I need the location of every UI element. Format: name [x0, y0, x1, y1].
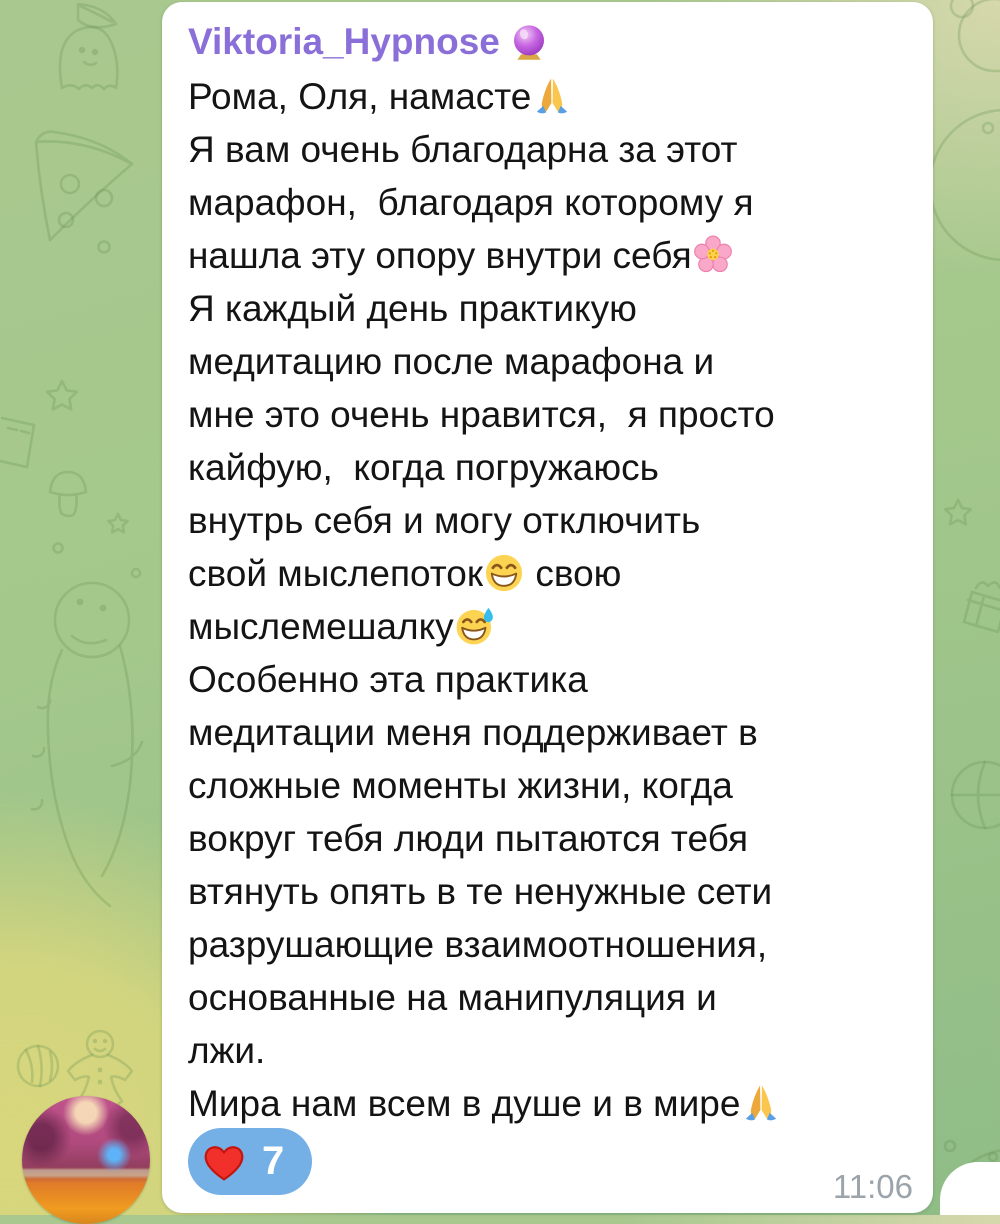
heart-reaction-button[interactable] — [188, 1128, 312, 1195]
leaf-doodle — [78, 4, 116, 27]
beaming-face-icon — [483, 552, 525, 594]
message-line: Мира нам всем в душе и в мире — [188, 1077, 909, 1130]
message-line: свой мыслепоток свою — [188, 553, 622, 594]
popcorn-doodle — [0, 418, 34, 467]
message-line: сложные моменты жизни, когда — [188, 765, 733, 806]
message-text — [188, 70, 909, 1130]
reaction-count: 7 — [262, 1139, 285, 1183]
folded-hands-icon — [740, 1082, 782, 1124]
message-line: лжи. — [188, 1030, 266, 1071]
message-line: внутрь себя и могу отключить — [188, 500, 701, 541]
dot-doodle — [99, 242, 110, 253]
message-line: втянуть опять в те ненужные сети — [188, 871, 773, 912]
message-line: кайфую, когда погружаюсь — [188, 447, 659, 488]
author-name: Viktoria_Hypnose — [188, 21, 500, 62]
pizza-doodle — [36, 132, 132, 240]
message-line: мыслемешалку — [188, 600, 909, 653]
message-line: мне это очень нравится, я просто — [188, 394, 775, 435]
teddy-doodle — [959, 0, 1000, 71]
message-line: основанные на манипуляция и — [188, 977, 717, 1018]
message-bubble[interactable] — [162, 2, 933, 1213]
message-time: 11:06 — [832, 1168, 913, 1205]
message-line: Я вам очень благодарна за этот — [188, 129, 738, 170]
message-line: медитации меня поддерживает в — [188, 712, 758, 753]
star-doodle — [945, 500, 971, 524]
message-author[interactable] — [188, 14, 909, 70]
avatar[interactable] — [22, 1096, 150, 1224]
acorn-doodle — [50, 472, 86, 516]
message-line: марафон, благодаря которому я — [188, 182, 754, 223]
dino-doodle — [55, 583, 129, 657]
message-line: Я каждый день практикую — [188, 288, 637, 329]
gingerbread-doodle — [87, 1031, 113, 1057]
red-heart-icon — [199, 1137, 249, 1187]
star-doodle — [108, 514, 127, 532]
ghost-doodle — [60, 27, 117, 89]
message-line: вокруг тебя люди пытаются тебя — [188, 818, 749, 859]
message-line: Особенно эта практика — [188, 659, 588, 700]
folded-hands-icon — [531, 75, 573, 117]
message-line: медитацию после марафона и — [188, 341, 715, 382]
gift-doodle — [964, 582, 1000, 632]
crystal-ball-icon — [509, 22, 549, 62]
star-doodle — [47, 381, 77, 409]
message-line: Рома, Оля, намасте — [188, 70, 909, 123]
message-line: нашла эту опору внутри себя — [188, 229, 909, 282]
cherry-blossom-icon — [692, 234, 734, 276]
sweat-smile-icon — [454, 605, 496, 647]
message-line: разрушающие взаимоотношения, — [188, 924, 768, 965]
